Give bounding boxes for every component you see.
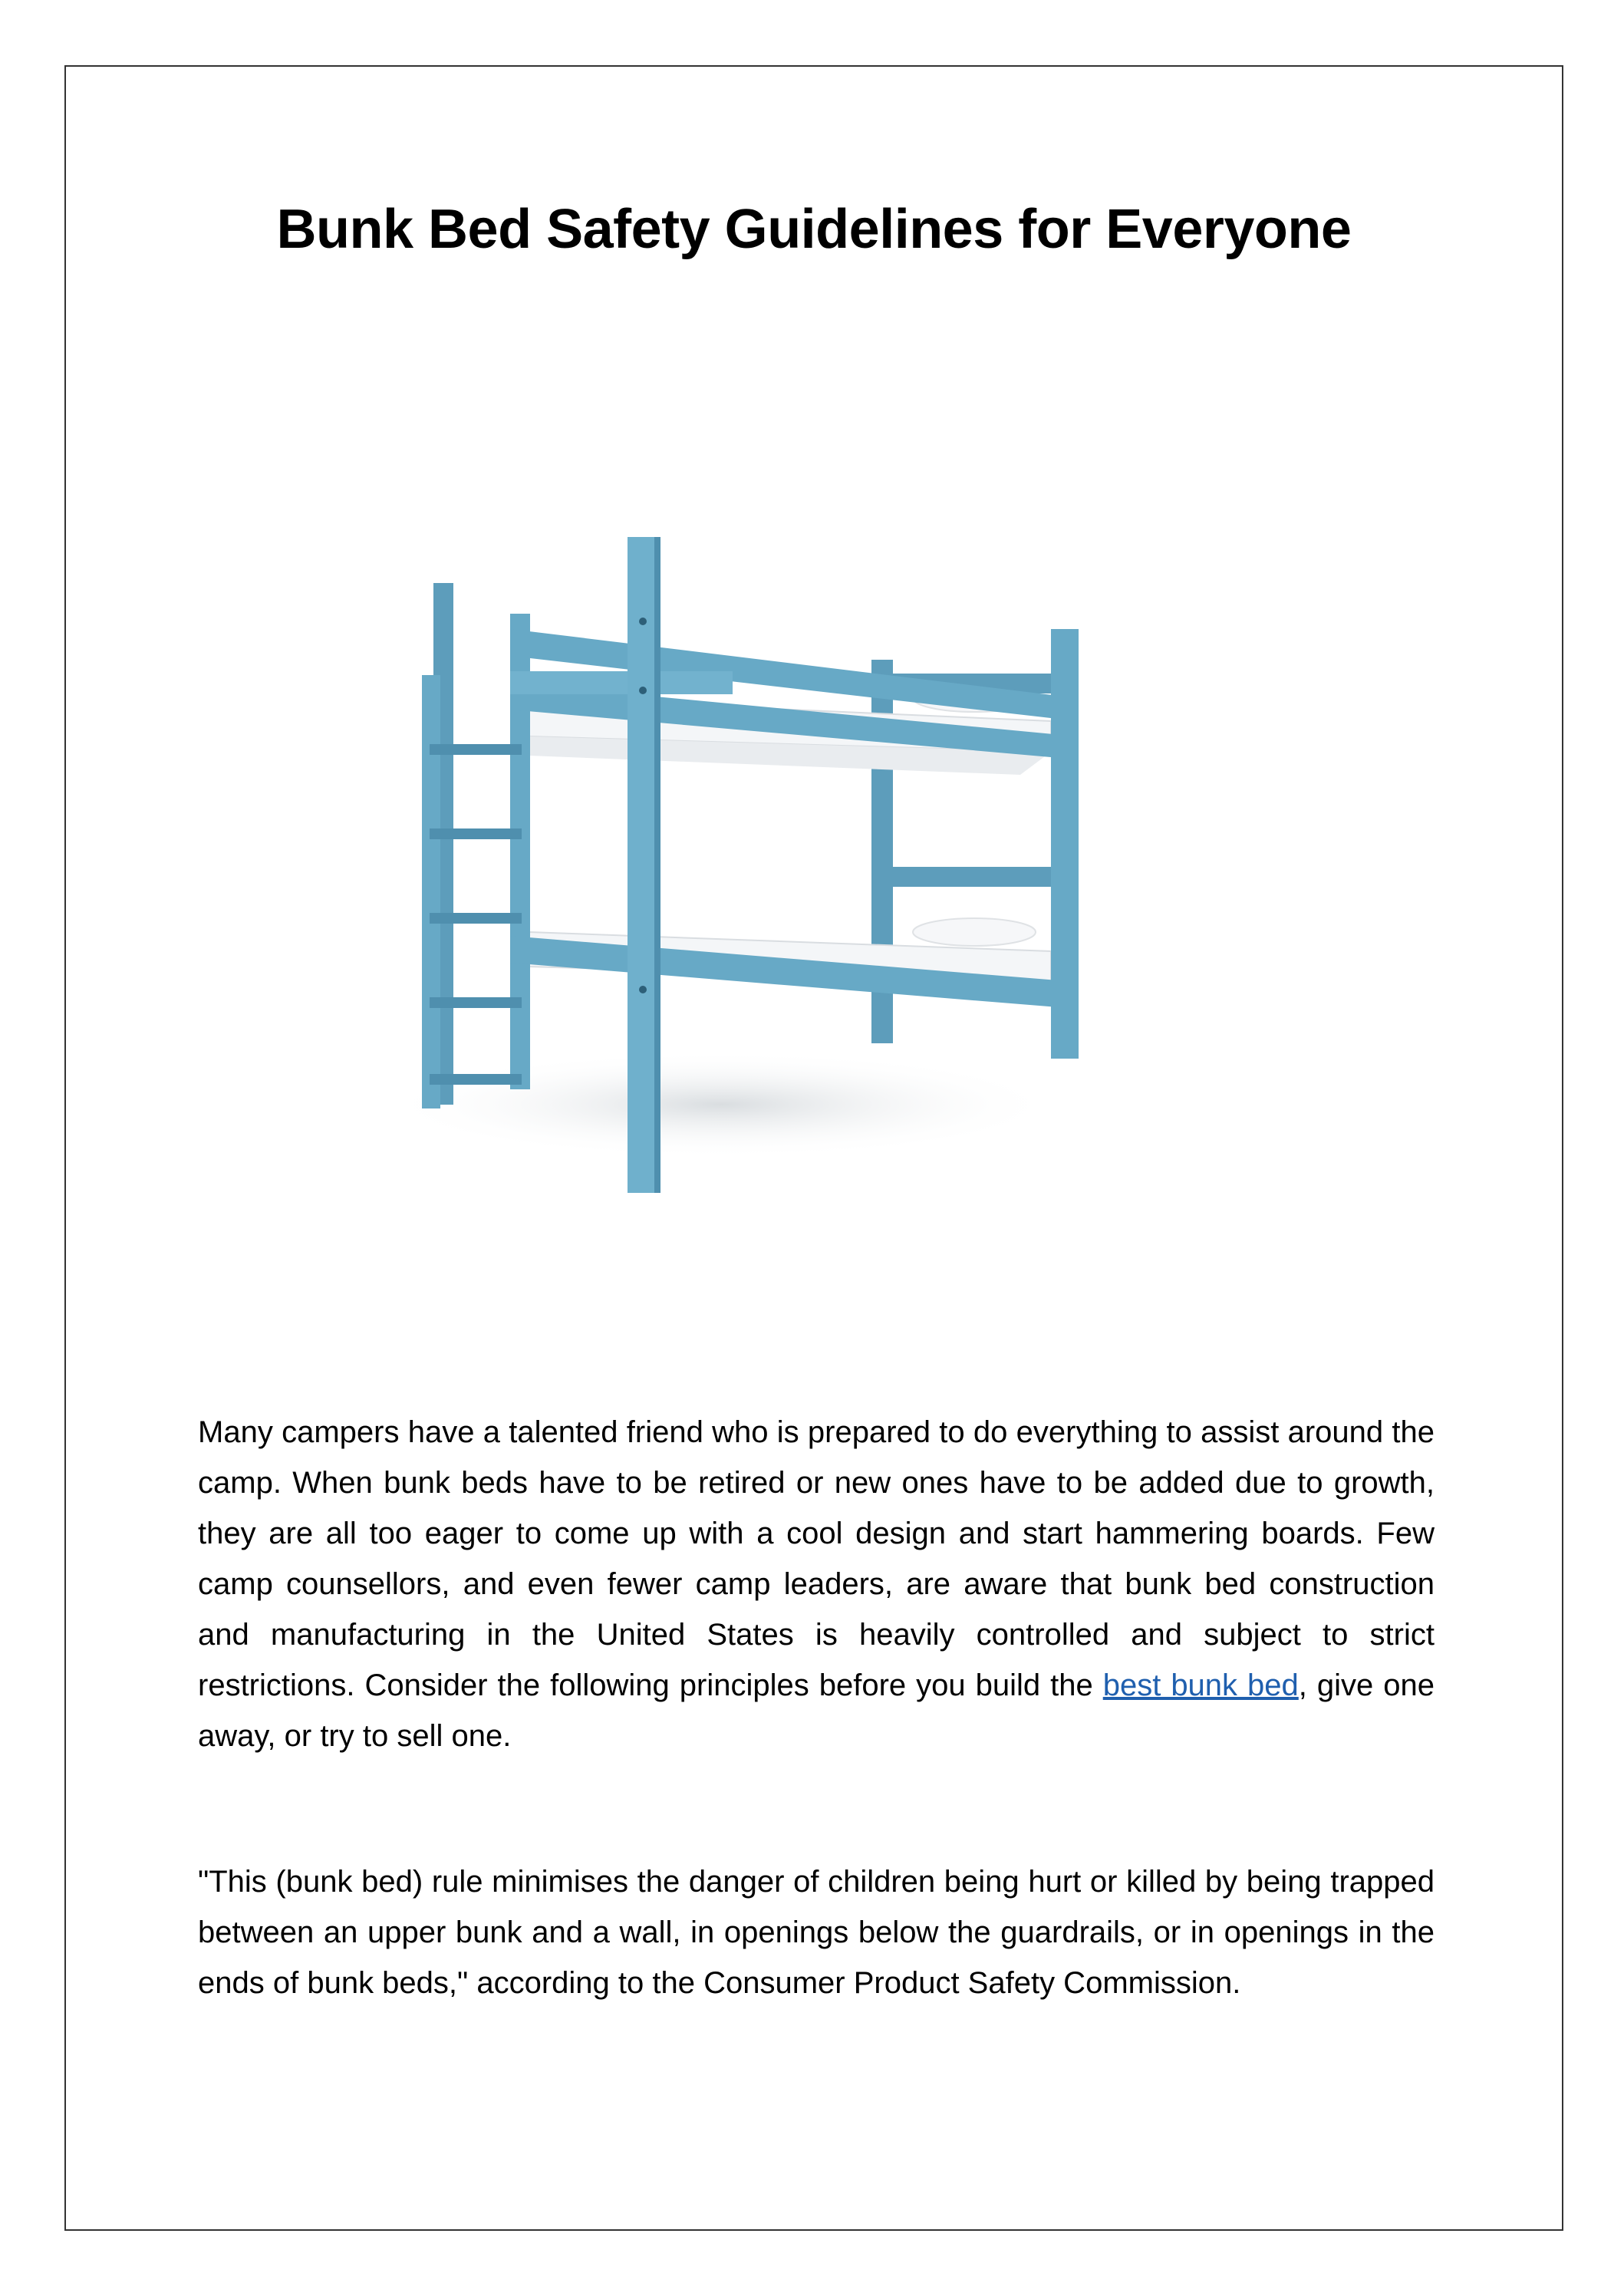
intro-paragraph <box>198 1407 1435 1761</box>
intro-text-before-link: Many campers have a talented friend who is prepared to do everything to assist around the camp. When bunk beds have to be retired or new ones have to be added due to growth, they are all too eager to come up with a cool design and start hammering boards. Few camp counsellors, and even fewer camp leaders, are aware that bunk bed construction and manufacturing in the United States is heavily controlled and subject to strict restrictions. Consider the following principles before you build the <box>198 1415 1435 1702</box>
page-title: Bunk Bed Safety Guidelines for Everyone <box>276 199 1352 260</box>
intro-text-after-link: , give one away, or try to sell one. <box>198 1668 1435 1753</box>
quote-paragraph: "This (bunk bed) rule minimises the danger of children being hurt or killed by being trapped between an upper bunk and a wall, in openings below the guardrails, or in openings in the ends of bunk beds," according to the Consumer Product Safety Commission. <box>198 1865 1435 2000</box>
best-bunk-bed-link[interactable]: best bunk bed <box>1102 1668 1299 1702</box>
bunk-bed-illustration <box>361 491 1128 1197</box>
